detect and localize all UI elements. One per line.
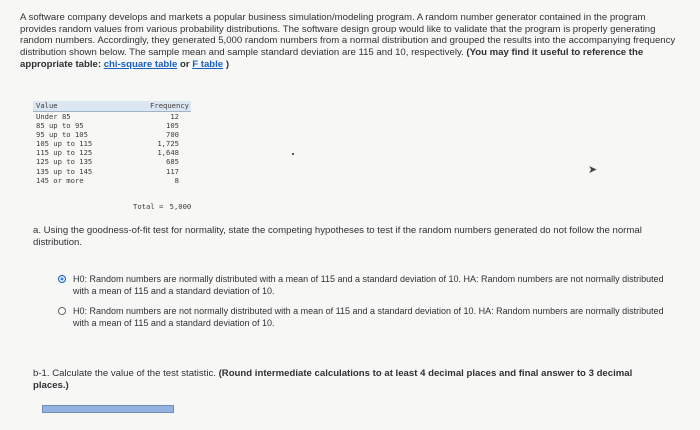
table-row <box>33 176 191 185</box>
row-value: 85 up to 95 <box>36 121 84 131</box>
frequency-table <box>33 101 191 211</box>
row-frequency: 1,725 <box>157 139 179 149</box>
row-frequency: 1,648 <box>157 148 179 158</box>
part-b-question <box>33 368 663 391</box>
total-value: 5,000 <box>169 202 192 211</box>
hypothesis-option-1[interactable] <box>58 273 668 297</box>
hint-prefix: (You may find it useful to reference the appropriate table: <box>20 47 644 70</box>
table-row <box>33 157 191 166</box>
header-frequency: Frequency <box>150 101 189 110</box>
test-statistic-input[interactable] <box>42 405 174 413</box>
row-value: 95 up to 105 <box>36 130 88 140</box>
row-value: 115 up to 125 <box>36 148 93 158</box>
input-highlight <box>43 406 173 412</box>
part-a-question: a. Using the goodness-of-fit test for normality, state the competing hypotheses to test if the random numbers generated do not follow the normal distribution. <box>33 225 642 248</box>
row-frequency: 685 <box>166 157 179 167</box>
table-row <box>33 139 191 148</box>
table-total <box>133 202 191 211</box>
chi-square-table-link[interactable]: chi-square table <box>103 58 178 70</box>
part-b-instruction: (Round intermediate calculations to at least 4 decimal places and final answer to 3 decimal places.) <box>33 368 633 391</box>
table-row <box>33 167 191 176</box>
radio-button-selected[interactable] <box>58 275 66 283</box>
radio-button[interactable] <box>58 307 66 315</box>
row-frequency: 700 <box>166 130 179 140</box>
total-label: Total = <box>133 202 164 211</box>
row-value: 135 up to 145 <box>36 166 93 176</box>
hypothesis-option-2[interactable] <box>58 305 668 329</box>
row-frequency: 12 <box>170 112 179 121</box>
row-frequency: 117 <box>166 166 179 176</box>
hypotheses-options <box>58 273 668 337</box>
hint-or: or <box>179 58 193 70</box>
option-text: H0: Random numbers are normally distributed with a mean of 115 and a standard deviation of 10. HA: Random numbers are not normally distributed with a mean of 115 and a standard deviation of 10. <box>73 274 664 296</box>
header-value: Value <box>36 101 58 110</box>
row-value: 125 up to 135 <box>36 157 93 167</box>
hint-suffix: ) <box>225 58 230 70</box>
table-row <box>33 130 191 139</box>
problem-text: A software company develops and markets a popular business simulation/modeling program. A random number generator contained in the program provides random values from various probability distributions. The software design group would like to validate that the program is properly generating random numbers. Accordingly, they generated 5,000 random numbers from a normal distribution and grouped the results into the accompanying frequency distribution shown below. The sample mean and sample standard deviation are 115 and 10, respectively. <box>20 12 676 59</box>
option-text: H0: Random numbers are not normally distributed with a mean of 115 and a standard deviation of 10. HA: Random numbers are normally distributed with a mean of 115 and a standard deviation of 10. <box>73 306 664 328</box>
table-row <box>33 148 191 157</box>
mouse-cursor-icon: ➤ <box>588 164 598 176</box>
problem-statement <box>20 12 680 71</box>
table-rows <box>33 112 191 185</box>
table-row <box>33 121 191 130</box>
row-frequency: 105 <box>166 121 179 131</box>
table-row <box>33 112 191 121</box>
row-frequency: 8 <box>174 175 179 185</box>
f-table-link[interactable]: F table <box>192 58 224 70</box>
table-header <box>33 101 191 112</box>
stray-mark <box>292 153 294 155</box>
part-b-text: b-1. Calculate the value of the test statistic. <box>33 368 219 379</box>
row-value: 145 or more <box>36 175 84 185</box>
row-value: 105 up to 115 <box>36 139 93 149</box>
row-value: Under 85 <box>36 112 71 121</box>
